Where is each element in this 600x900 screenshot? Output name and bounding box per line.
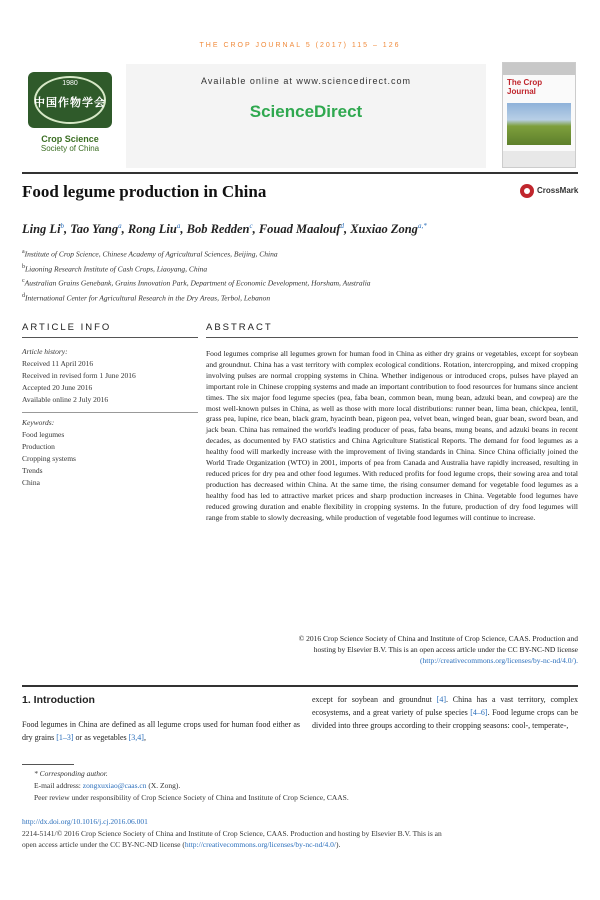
history-item: Received in revised form 1 June 2016 <box>22 371 136 380</box>
affiliation: $^c$Australian Grains Genebank, Grains Innovation Park, Department of Economic Development, Horsham, Australia <box>22 278 371 288</box>
doi-link[interactable]: http://dx.doi.org/10.1016/j.cj.2016.06.001 <box>22 817 148 826</box>
author[interactable]: Ling Li <box>22 222 61 237</box>
copyright-line: hosting by Elsevier B.V. This is an open access article under the CC BY-NC-ND license <box>313 645 578 654</box>
keyword: Cropping systems <box>22 454 76 463</box>
author-list: Ling Li$^b$, Tao Yang$^a$, Rong Liu$^a$, Bob Redden$^c$, Fouad Maalouf$^d$, Xuxiao Zong$^{a,*}$ <box>22 222 427 237</box>
abstract-underline <box>206 337 578 338</box>
intro-left-column: Food legumes in China are defined as all legume crops used for human food either as dry grains [1–3] or as vegetables [3,4], <box>22 720 300 742</box>
email-note: E-mail address: zongxuxiao@caas.cn (X. Zong). <box>34 781 181 790</box>
sciencedirect-logo[interactable]: ScienceDirect <box>249 102 363 121</box>
license-link[interactable]: (http://creativecommons.org/licenses/by-nc-nd/4.0/). <box>420 656 578 665</box>
footnotes <box>22 768 578 804</box>
license-link[interactable]: http://creativecommons.org/licenses/by-nc-nd/4.0/ <box>184 840 336 849</box>
author-affil-sup[interactable]: b <box>60 222 65 230</box>
author-affil-sup[interactable]: c <box>249 222 253 230</box>
history-item: Received 11 April 2016 <box>22 359 94 368</box>
abstract-text: Food legumes comprise all legumes grown for human food in China as either dry grains or vegetables, except for soybean and groundnut. China has a vast territory with complex ecological conditions. Rotation, intercropping, and mixed cropping involving pulses are normal cropping systems in China. Whether indigenous or introduced crops, pulses have played an important role in Chinese cropping systems and made an important contribution to food resources for humans since ancient times. The six major food legume species (pea, faba bean, common bean, mung bean, adzuki bean, and cowpea) are the most well-known pulses in China, as well as those with more local distributions: runner bean, lima bean, chickpea, lentil, grass pea, lupine, rice bean, black gram, hyacinth bean, pigeon pea, velvet bean, winged bean, guar bean, sword bean, and jack bean. China has remained the world's leading producer of peas, faba beans, mung beans, and adzuki beans in recent decades, as documented by FAO statistics and China Agriculture Statistical Reports. The demand for food legumes as a healthy food will markedly increase with the improvement of living standards in China. Since China officially joined the World Trade Organization (WTO) in 2001, imports of pea from Canada and Australia have rapidly increased, resulting in reduced prices for dry pea and other food legumes. With reduced profits for food legume crops, their sowing area and total production has decreased within China. At the same time, the rising consumer demand for vegetable food legumes as a healthy food has led to attractive market prices and sharp production increases in China. Vegetable food legumes have reduced growing duration and enable flexibility in cropping systems. In the future, production of dry food legumes will range from stable to slowly decreasing, while production of vegetable food legumes will continue to increase. <box>206 349 578 522</box>
crossmark-icon <box>520 184 534 198</box>
author[interactable]: Bob Redden <box>186 222 250 237</box>
section-heading: 1. Introduction <box>22 694 95 706</box>
email-link[interactable]: zongxuxiao@caas.cn <box>82 781 147 790</box>
cover-title: The Crop Journal <box>507 78 543 96</box>
history-label: Article history: <box>22 347 68 356</box>
footnote-rule <box>22 764 74 765</box>
history-item: Available online 2 July 2016 <box>22 395 109 404</box>
intro-right-column: except for soybean and groundnut [4]. China has a vast territory, complex ecosystems, and a great variety of pulse species [4–6]. Food legume crops can be divided into three groups according to their cropping seasons: cool-, temperate-, <box>312 695 578 730</box>
article-info <box>22 346 198 489</box>
cover-image <box>507 103 571 145</box>
available-online-text: Available online at www.sciencedirect.com <box>201 76 411 86</box>
doi-block <box>22 816 578 851</box>
crossmark-label: CrossMark <box>537 186 579 195</box>
info-divider <box>22 412 198 413</box>
citation-link[interactable]: [1–3] <box>56 733 74 742</box>
emblem-text: 中国作物学会 <box>34 97 106 109</box>
header-rule <box>22 172 578 174</box>
author[interactable]: Fouad Maalouf <box>258 222 341 237</box>
author[interactable]: Rong Liu <box>127 222 177 237</box>
author-affil-sup[interactable]: d <box>340 222 344 230</box>
emblem-year: 1980 <box>62 80 78 87</box>
society-emblem-icon <box>28 72 112 128</box>
author-affil-sup[interactable]: a <box>118 222 122 230</box>
affiliation: $^b$Liaoning Research Institute of Cash Crops, Liaoyang, China <box>22 263 208 273</box>
article-title: Food legume production in China <box>22 182 267 201</box>
affiliation: $^d$International Center for Agricultural Research in the Dry Areas, Terbol, Lebanon <box>22 292 271 302</box>
article-info-heading: ARTICLE INFO <box>22 322 112 333</box>
abstract-copyright <box>206 633 578 666</box>
society-name-line2: Society of China <box>40 144 100 153</box>
history-item: Accepted 20 June 2016 <box>22 383 93 392</box>
article-info-underline <box>22 337 198 338</box>
citation-link[interactable]: [4–6] <box>470 708 488 717</box>
peer-review-note: Peer review under responsibility of Crop Science Society of China and Institute of Crop Science, CAAS. <box>34 793 349 802</box>
affiliation: $^a$Institute of Crop Science, Chinese Academy of Agricultural Sciences, Beijing, China <box>22 249 278 259</box>
author-affil-sup[interactable]: a <box>176 222 181 230</box>
keyword: China <box>22 478 40 487</box>
issn-line: 2214-5141/© 2016 Crop Science Society of China and Institute of Crop Science, CAAS. Production and hosting by Elsevier B.V. This is an <box>22 828 442 838</box>
license-line: open access article under the CC BY-NC-ND license (http://creativecommons.org/licenses/by-nc-nd/4.0/). <box>22 840 341 849</box>
corresponding-author-note: * Corresponding author. <box>34 769 108 778</box>
author-affil-sup[interactable]: a,* <box>417 222 427 230</box>
publisher-banner <box>126 64 486 168</box>
author[interactable]: Tao Yang <box>70 222 119 237</box>
keyword: Food legumes <box>22 430 65 439</box>
author[interactable]: Xuxiao Zong <box>350 222 418 237</box>
affiliation-list <box>22 246 578 304</box>
citation-link[interactable]: [4] <box>436 695 446 704</box>
society-logo <box>22 72 118 166</box>
journal-citation: THE CROP JOURNAL 5 (2017) 115 – 126 <box>199 42 401 49</box>
section-rule <box>22 685 578 687</box>
society-name-line1: Crop Science <box>41 134 99 144</box>
journal-cover-thumbnail[interactable] <box>502 62 576 168</box>
copyright-line: © 2016 Crop Science Society of China and Institute of Crop Science, CAAS. Production and <box>298 634 578 643</box>
citation-link[interactable]: [3,4] <box>128 733 144 742</box>
keyword: Production <box>22 442 55 451</box>
keywords-label: Keywords: <box>22 418 55 427</box>
crossmark-badge[interactable] <box>520 184 578 200</box>
abstract-heading: ABSTRACT <box>206 322 273 333</box>
keyword: Trends <box>22 466 43 475</box>
